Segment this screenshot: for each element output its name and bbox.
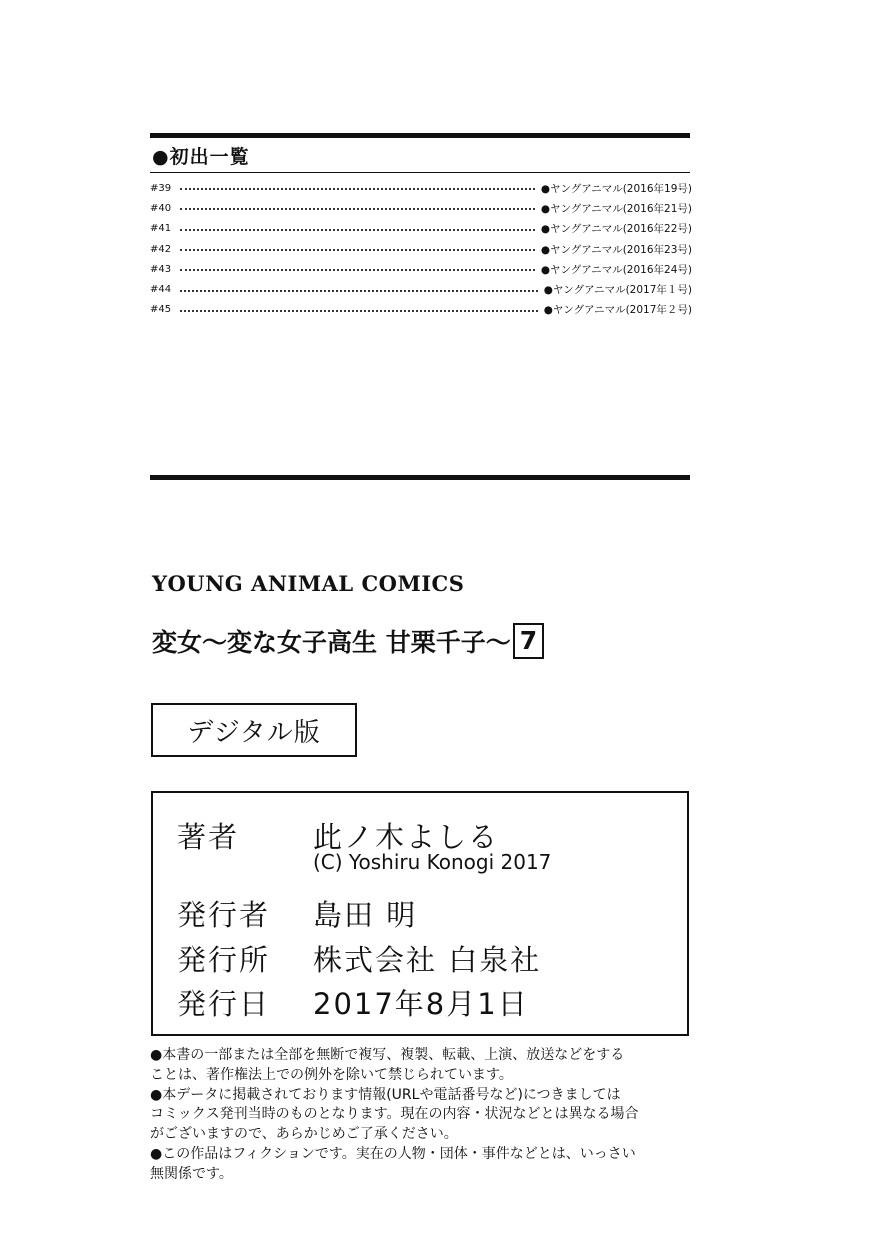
note-line: ●本データに掲載されております情報(URLや電話番号など)につきましては	[150, 1086, 621, 1103]
note-line: 無関係です。	[150, 1165, 233, 1182]
chapter-number: #43	[150, 263, 172, 275]
leader-dots	[180, 249, 535, 251]
note-line: コミックス発刊当時のものとなります。現在の内容・状況などとは異なる場合	[150, 1106, 639, 1123]
chapter-number: #45	[150, 304, 172, 316]
list-item	[150, 279, 692, 299]
edition-label: デジタル版	[151, 703, 357, 757]
leader-dots	[180, 310, 538, 312]
list-item	[150, 219, 692, 239]
copyright-notice: (C) Yoshiru Konogi 2017	[313, 850, 552, 874]
publish-date-label: 発行日	[177, 987, 271, 1021]
leader-dots	[180, 188, 535, 190]
title-underline	[150, 172, 690, 173]
source-magazine: ●ヤングアニマル(2016年22号)	[540, 223, 692, 236]
leader-dots	[180, 208, 535, 210]
source-magazine: ●ヤングアニマル(2017年１号)	[543, 284, 692, 297]
leader-dots	[180, 229, 535, 231]
source-magazine: ●ヤングアニマル(2016年23号)	[540, 243, 692, 256]
publish-date: 2017年8月1日	[313, 987, 529, 1021]
chapter-number: #39	[150, 182, 172, 194]
list-item	[150, 239, 692, 259]
list-item	[150, 300, 692, 320]
publisher-name: 株式会社 白泉社	[313, 943, 542, 977]
leader-dots	[180, 290, 538, 292]
note-line: ことは、著作権法上での例外を除いて禁じられています。	[150, 1066, 513, 1083]
leader-dots	[180, 269, 535, 271]
list-item	[150, 259, 692, 279]
chapter-number: #41	[150, 223, 172, 235]
middle-rule	[150, 475, 690, 480]
chapter-number: #42	[150, 243, 172, 255]
top-rule	[150, 133, 690, 138]
publisher-person-name: 島田 明	[313, 898, 418, 932]
source-magazine: ●ヤングアニマル(2016年19号)	[540, 182, 692, 195]
publisher-label: 発行所	[177, 943, 271, 977]
note-line: ●この作品はフィクションです。実在の人物・団体・事件などとは、いっさい	[150, 1145, 636, 1162]
book-title	[152, 623, 544, 659]
publisher-person-label: 発行者	[177, 898, 271, 932]
author-name: 此ノ木よしる	[313, 820, 500, 854]
volume-number: 7	[513, 623, 544, 659]
note-line: ●本書の一部または全部を無断で複写、複製、転載、上演、放送などをする	[150, 1047, 625, 1063]
book-title-text: 変女〜変な女子高生 甘栗千子〜	[152, 628, 511, 657]
first-appearance-list	[150, 178, 692, 320]
first-appearance-title: ●初出一覧	[152, 146, 250, 168]
chapter-number: #40	[150, 202, 172, 214]
series-label: YOUNG ANIMAL COMICS	[152, 571, 465, 596]
note-line: がございますので、あらかじめご了承ください。	[150, 1126, 458, 1143]
legal-notes	[150, 1046, 710, 1185]
credits-box	[151, 791, 689, 1036]
list-item	[150, 178, 692, 198]
author-label: 著者	[177, 820, 240, 854]
source-magazine: ●ヤングアニマル(2017年２号)	[543, 304, 692, 317]
source-magazine: ●ヤングアニマル(2016年21号)	[540, 202, 692, 215]
chapter-number: #44	[150, 284, 172, 296]
list-item	[150, 198, 692, 218]
source-magazine: ●ヤングアニマル(2016年24号)	[540, 263, 692, 276]
